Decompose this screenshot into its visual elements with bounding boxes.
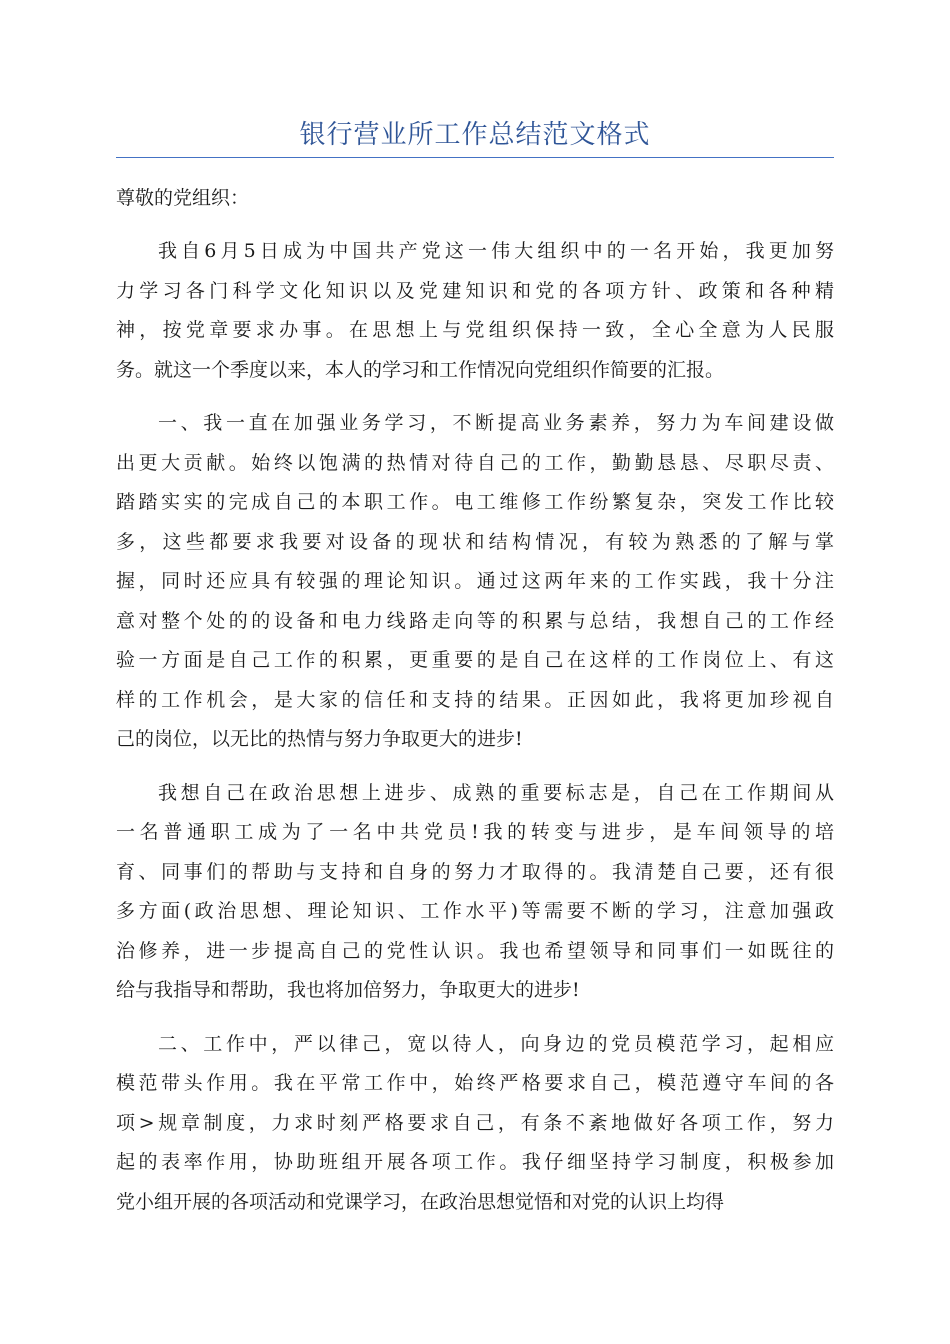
paragraph-line: 神，按党章要求办事。在思想上与党组织保持一致，全心全意为人民服 <box>116 319 834 341</box>
salutation: 尊敬的党组织： <box>116 187 250 209</box>
paragraph-line: 多方面(政治思想、理论知识、工作水平)等需要不断的学习，注意加强政 <box>116 900 834 922</box>
paragraph-line: 给与我指导和帮助，我也将加倍努力，争取更大的进步! <box>116 979 580 1001</box>
title-underline <box>116 157 834 158</box>
paragraph-line: 样的工作机会，是大家的信任和支持的结果。正因如此，我将更加珍视自 <box>116 688 834 711</box>
paragraph-line: 项>规章制度，力求时刻严格要求自己，有条不紊地做好各项工作，努力 <box>116 1111 834 1134</box>
paragraph-line: 我想自己在政治思想上进步、成熟的重要标志是，自己在工作期间从 <box>158 781 834 804</box>
paragraph <box>116 404 834 760</box>
paragraph-line: 意对整个处的的设备和电力线路走向等的积累与总结，我想自己的工作经 <box>116 609 834 632</box>
paragraph-line: 力学习各门科学文化知识以及党建知识和党的各项方针、政策和各种精 <box>116 279 834 302</box>
paragraph-line: 出更大贡献。始终以饱满的热情对待自己的工作，勤勤恳恳、尽职尽责、 <box>116 451 834 474</box>
paragraph <box>116 1025 834 1223</box>
paragraph-line: 模范带头作用。我在平常工作中，始终严格要求自己，模范遵守车间的各 <box>116 1072 834 1094</box>
body-text <box>116 232 834 1222</box>
paragraph-line: 育、同事们的帮助与支持和自身的努力才取得的。我清楚自己要，还有很 <box>116 860 834 883</box>
paragraph <box>116 232 834 390</box>
paragraph-line: 我自6月5日成为中国共产党这一伟大组织中的一名开始，我更加努 <box>158 240 834 262</box>
paragraph-line: 踏踏实实的完成自己的本职工作。电工维修工作纷繁复杂，突发工作比较 <box>116 491 834 513</box>
paragraph-line: 握，同时还应具有较强的理论知识。通过这两年来的工作实践，我十分注 <box>116 570 834 592</box>
paragraph-line: 己的岗位，以无比的热情与努力争取更大的进步! <box>116 728 523 750</box>
document-page <box>116 0 834 1222</box>
paragraph-line: 多，这些都要求我要对设备的现状和结构情况，有较为熟悉的了解与掌 <box>116 530 834 553</box>
paragraph-line: 务。就这一个季度以来，本人的学习和工作情况向党组织作简要的汇报。 <box>116 358 725 381</box>
document-title: 银行营业所工作总结范文格式 <box>299 120 651 150</box>
paragraph-line: 一名普通职工成为了一名中共党员!我的转变与进步，是车间领导的培 <box>116 821 834 843</box>
paragraph-line: 起的表率作用，协助班组开展各项工作。我仔细坚持学习制度，积极参加 <box>116 1151 834 1173</box>
paragraph <box>116 774 834 1011</box>
paragraph-line: 二、工作中，严以律己，宽以待人，向身边的党员模范学习，起相应 <box>158 1032 834 1055</box>
paragraph-line: 验一方面是自己工作的积累，更重要的是自己在这样的工作岗位上、有这 <box>116 649 834 671</box>
paragraph-line: 一、我一直在加强业务学习，不断提高业务素养，努力为车间建设做 <box>158 412 834 434</box>
paragraph-line: 治修养，进一步提高自己的党性认识。我也希望领导和同事们一如既往的 <box>116 939 834 962</box>
paragraph-line: 党小组开展的各项活动和党课学习，在政治思想觉悟和对党的认识上均得 <box>116 1190 725 1213</box>
